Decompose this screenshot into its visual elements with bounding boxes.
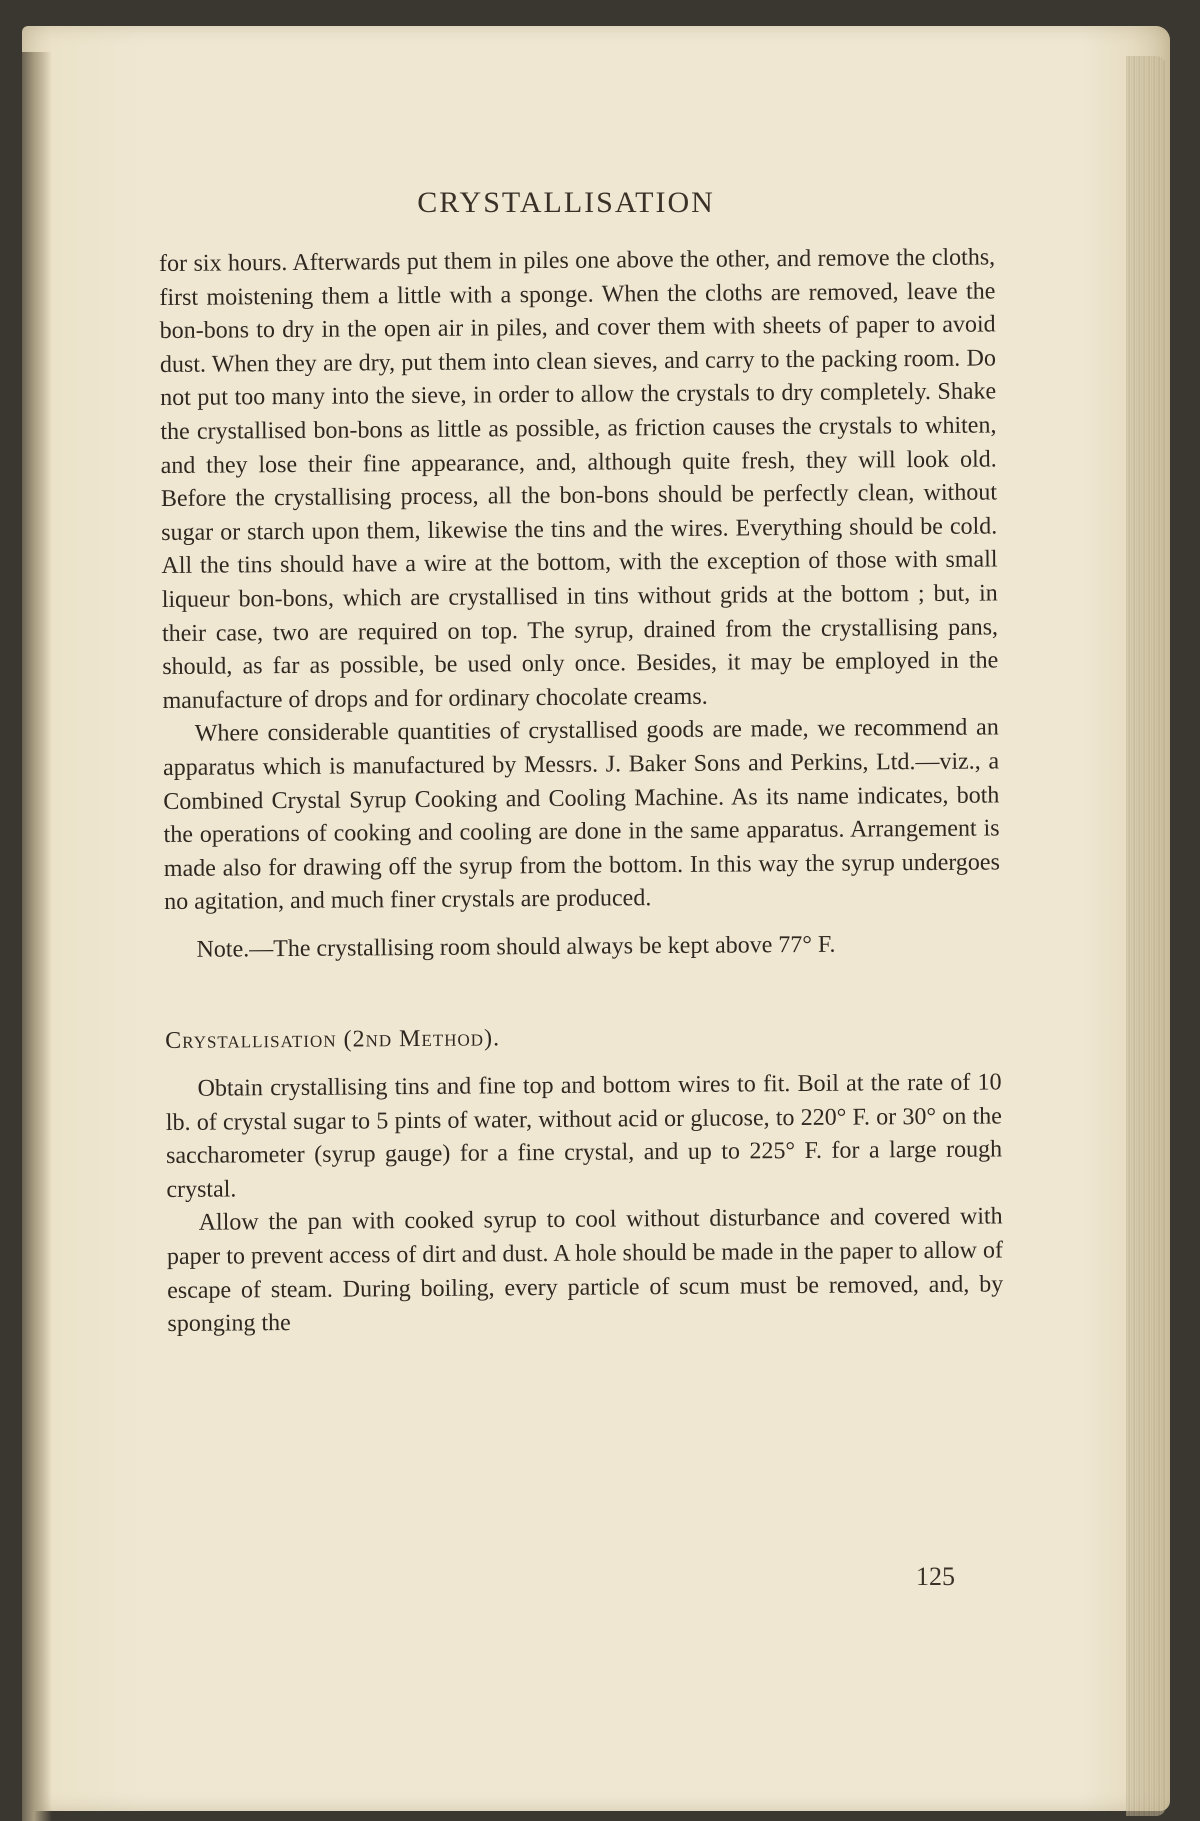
section-heading: Crystallisation (2nd Method). [165,1025,501,1055]
paragraph-method-intro: Obtain crystallising tins and fine top and bottom wires to fit. Boil at the rate of 10 lb. of crystal sugar to 5 pints of water, without acid or glucose, to 220° F. or 30° on the saccharometer (syrup gauge) for a fine crystal, and up to 225° F. for a large rough crystal. [165,1069,1003,1203]
paragraph-continued: for six hours. Afterwards put them in piles one above the other, and remove the cloths, first moistening them a little with a sponge. When the cloths are removed, leave the bon-bons to dry in the open air in piles, and cover them with sheets of paper to avoid dust. When they are dry, put them into clean sieves, and carry to the packing room. Do not put too many into the sieve, in order to allow the crystals to dry completely. Shake the crystallised bon-bons as little as possible, as friction causes the crystals to whiten, and they lose their fine appearance, and, although quite fresh, they will look old. Before the crystallising process, all the bon-bons should be perfectly clean, without sugar or starch upon them, likewise the tins and the wires. Everything should be cold. All the tins should have a wire at the bottom, with the exception of those with small liqueur bon-bons, which are crystallised in tins without grids at the bottom ; but, in their case, two are required on top. The syrup, drained from the crystallising pans, should, as far as possible, be used only once. Besides, it may be employed in the manufacture of drops and for ordinary chocolate creams. [159,244,999,714]
page-number: 125 [916,1562,955,1591]
body-text [159,241,1004,1341]
page-sheet [22,26,1170,1811]
running-header: CRYSTALLISATION [417,186,715,219]
paragraph-apparatus: Where considerable quantities of crystallised goods are made, we recommend an apparatus which is manufactured by Messrs. J. Baker Sons and Perkins, Ltd.—viz., a Combined Crystal Syrup Cooking and Cooling Machine. As its name indicates, both the operations of cooking and cooling are done in the same apparatus. Arrangement is made also for drawing off the syrup from the bottom. In this way the syrup undergoes no agitation, and much finer crystals are produced. [162,714,1000,916]
paragraph-method-cooling: Allow the pan with cooked syrup to cool without disturbance and covered with paper to prevent access of dirt and dust. A hole should be made in the paper to allow of escape of steam. During boiling, every particle of scum must be removed, and, by sponging the [166,1203,1004,1338]
spine-shadow [22,52,52,1821]
note-paragraph: Note.—The crystallising room should always be kept above 77° F. [196,931,836,963]
page-fore-edge [1126,56,1166,1816]
